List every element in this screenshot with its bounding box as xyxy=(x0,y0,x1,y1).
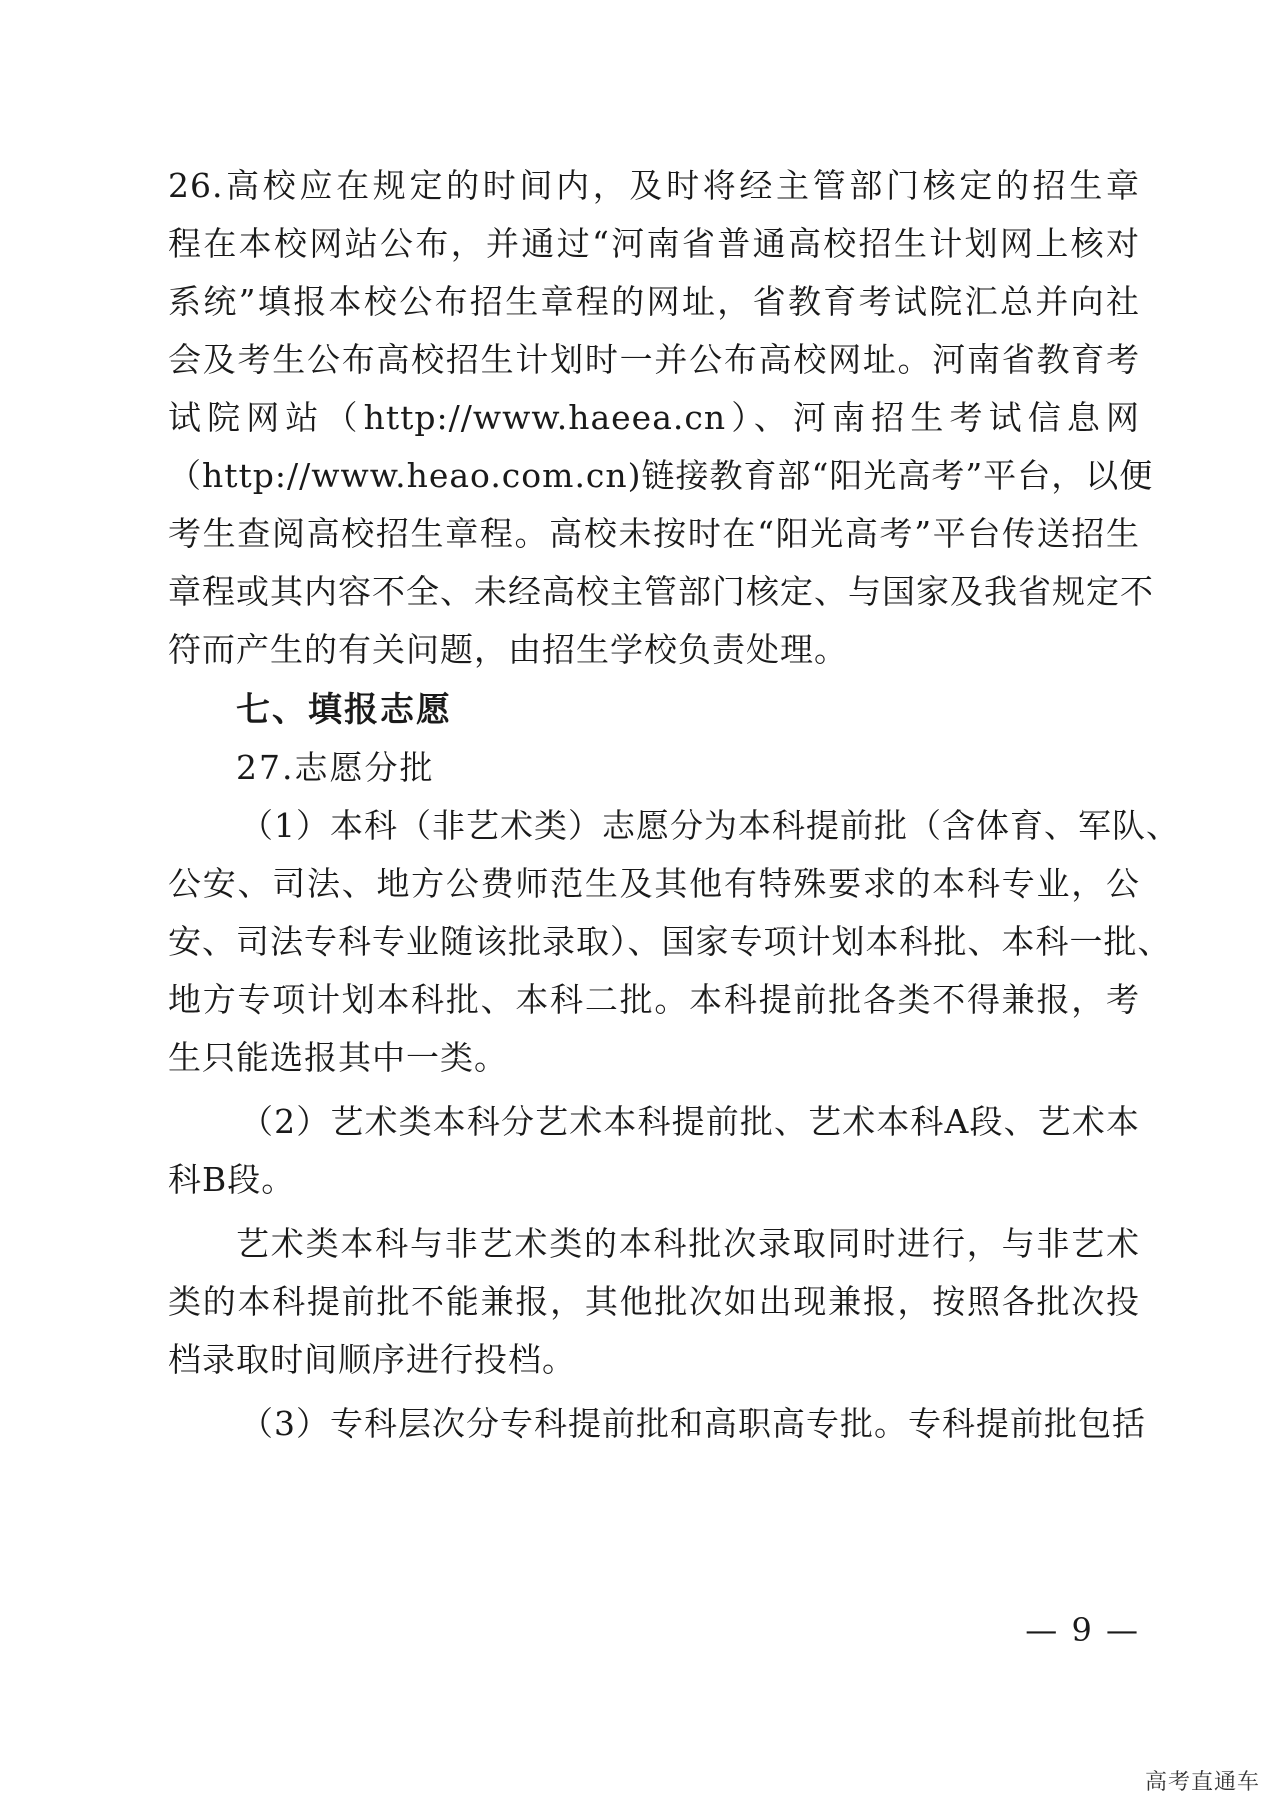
paragraph-line: （3）专科层次分专科提前批和高职高专批。专科提前批包括 xyxy=(240,1404,1146,1443)
paragraph-line: 系统”填报本校公布招生章程的网址，省教育考试院汇总并向社 xyxy=(168,282,1140,321)
paragraph-line: 程在本校网站公布，并通过“河南省普通高校招生计划网上核对 xyxy=(168,224,1140,263)
page-number: — 9 — xyxy=(1025,1611,1140,1649)
paragraph-line: 章程或其内容不全、未经高校主管部门核定、与国家及我省规定不 xyxy=(168,572,1154,611)
paragraph-line: 公安、司法、地方公费师范生及其他有特殊要求的本科专业，公 xyxy=(168,864,1140,903)
paragraph-line: 安、司法专科专业随该批录取）、国家专项计划本科批、本科一批、 xyxy=(168,922,1172,961)
paragraph-line: 科B段。 xyxy=(168,1160,296,1199)
paragraph-line: 档录取时间顺序进行投档。 xyxy=(168,1340,576,1379)
paragraph-line: 试院网站（http://www.haeea.cn）、河南招生考试信息网 xyxy=(168,398,1140,437)
watermark-text: 高考直通车 xyxy=(1144,1770,1260,1795)
paragraph-line: 26.高校应在规定的时间内，及时将经主管部门核定的招生章 xyxy=(168,166,1140,205)
paragraph-line: （2）艺术类本科分艺术本科提前批、艺术本科A段、艺术本 xyxy=(240,1102,1140,1141)
paragraph-line: 艺术类本科与非艺术类的本科批次录取同时进行，与非艺术 xyxy=(236,1224,1140,1263)
paragraph-line: 考生查阅高校招生章程。高校未按时在“阳光高考”平台传送招生 xyxy=(168,514,1140,553)
paragraph-line: 符而产生的有关问题，由招生学校负责处理。 xyxy=(168,630,848,669)
paragraph-line: 会及考生公布高校招生计划时一并公布高校网址。河南省教育考 xyxy=(168,340,1140,379)
paragraph-line: （http://www.heao.com.cn)链接教育部“阳光高考”平台，以便 xyxy=(168,456,1154,495)
paragraph-line: 生只能选报其中一类。 xyxy=(168,1038,508,1077)
subsection-heading: 27.志愿分批 xyxy=(236,748,435,787)
paragraph-line: （1）本科（非艺术类）志愿分为本科提前批（含体育、军队、 xyxy=(240,806,1180,845)
section-heading: 七、填报志愿 xyxy=(236,690,452,730)
paragraph-line: 类的本科提前批不能兼报，其他批次如出现兼报，按照各批次投 xyxy=(168,1282,1140,1321)
paragraph-line: 地方专项计划本科批、本科二批。本科提前批各类不得兼报，考 xyxy=(168,980,1140,1019)
